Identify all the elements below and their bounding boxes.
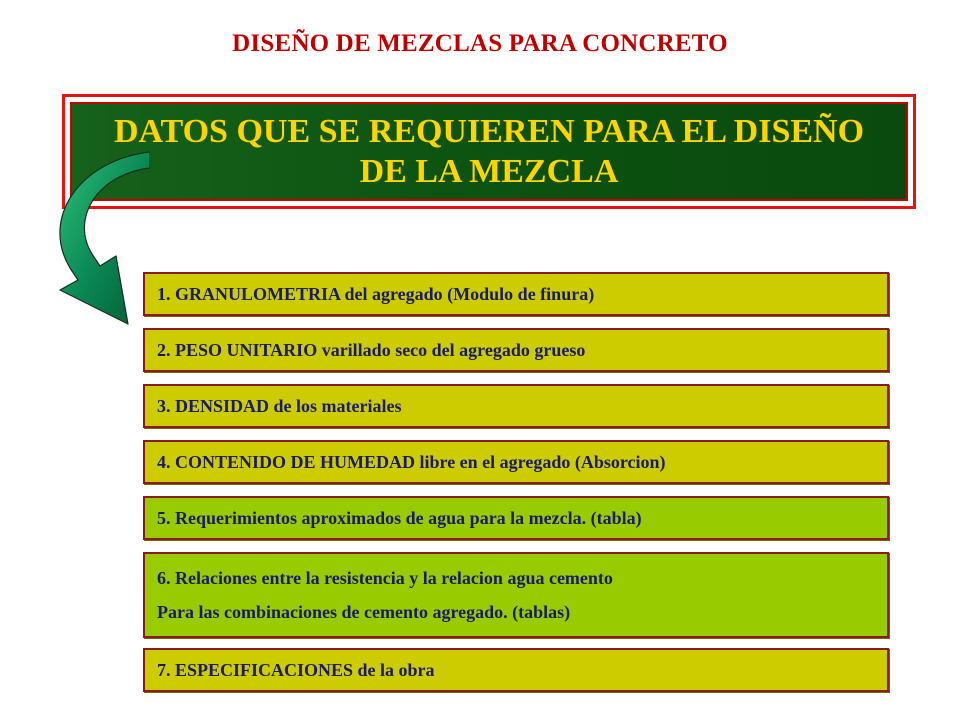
header-text [79, 112, 899, 192]
curved-arrow-icon [40, 148, 150, 328]
header-banner [62, 94, 916, 209]
list-item-2-text: 2. PESO UNITARIO varillado seco del agregado grueso [157, 340, 586, 360]
list-item-7 [143, 648, 889, 692]
list-item-5 [143, 496, 889, 540]
list-item-6 [143, 552, 889, 638]
list-item-4-text: 4. CONTENIDO DE HUMEDAD libre en el agregado (Absorcion) [157, 452, 666, 472]
header-line-1: DATOS QUE SE REQUIEREN PARA EL DISEÑO [113, 112, 865, 150]
list-item-7-text: 7. ESPECIFICACIONES de la obra [157, 660, 435, 680]
list-item-6-line-1: 6. Relaciones entre la resistencia y la relacion agua cemento [157, 568, 613, 588]
list-item-1 [143, 272, 889, 316]
list-item-3-text: 3. DENSIDAD de los materiales [157, 396, 402, 416]
list-item-3 [143, 384, 889, 428]
list-item-2 [143, 328, 889, 372]
list-item-5-text: 5. Requerimientos aproximados de agua para la mezcla. (tabla) [157, 508, 642, 528]
page-title: DISEÑO DE MEZCLAS PARA CONCRETO [232, 30, 728, 57]
header-line-2: DE LA MEZCLA [359, 152, 619, 190]
header-banner-inner [70, 102, 908, 201]
list-item-1-text: 1. GRANULOMETRIA del agregado (Modulo de finura) [157, 284, 595, 304]
list-item-4 [143, 440, 889, 484]
list-item-6-line-2: Para las combinaciones de cemento agregado. (tablas) [157, 602, 571, 622]
